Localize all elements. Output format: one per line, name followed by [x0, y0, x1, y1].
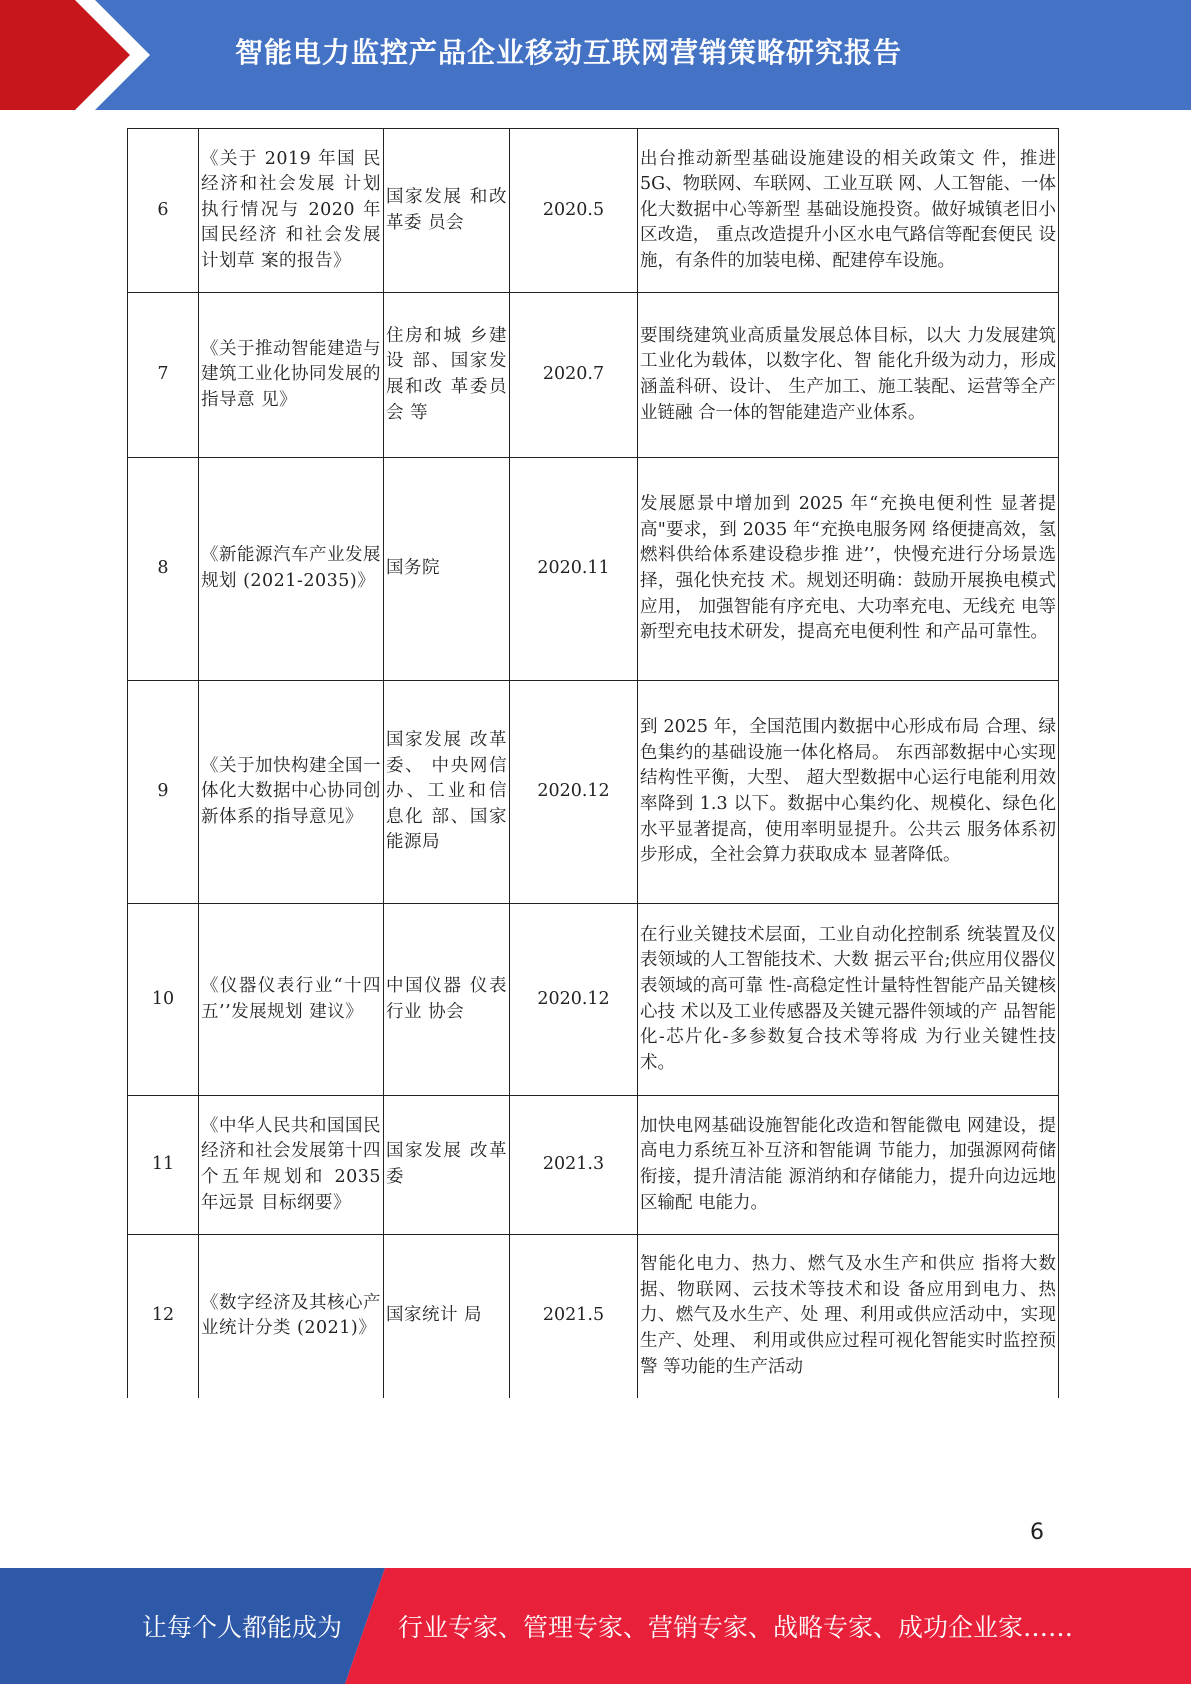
footer-banner: [0, 1568, 1191, 1684]
chevron-logo-icon: [0, 0, 160, 110]
policy-description: 发展愿景中增加到 2025 年“充换电便利性 显著提高"要求，到 2035 年“充换电服务网 络便捷高效，氢燃料供给体系建设稳步推 进’’，快慢充进行分场景选择，强化快充技 术。规划还明确：鼓励开展换电模式应用， 加强智能有序充电、大功率充电、无线充 电等新型充电技术研发，提高充电便利性 和产品可靠性。: [638, 458, 1059, 681]
policy-title: 《关于推动智能建造与建筑工业化协同发展的指导意 见》: [199, 293, 384, 458]
issuing-department: 国家统计 局: [384, 1235, 510, 1398]
policy-title: 《关于 2019 年国 民经济和社会发展 计划执行情况与 2020 年国民经济 和社会发展计划草 案的报告》: [199, 129, 384, 293]
issue-date: 2021.3: [510, 1096, 638, 1235]
header-banner: [0, 0, 1191, 110]
issuing-department: 中国仪器 仪表行业 协会: [384, 904, 510, 1096]
policy-description: 出台推动新型基础设施建设的相关政策文 件，推进 5G、物联网、车联网、工业互联 网、人工智能、一体化大数据中心等新型 基础设施投资。做好城镇老旧小区改造， 重点改造提升小区水电气路信等配套便民 设施，有条件的加装电梯、配建停车设施。: [638, 129, 1059, 293]
policy-description: 到 2025 年，全国范围内数据中心形成布局 合理、绿色集约的基础设施一体化格局。 东西部数据中心实现结构性平衡，大型、 超大型数据中心运行电能利用效率降到 1.3 以下。数据中心集约化、规模化、绿色化 水平显著提高，使用率明显提升。公共云 服务体系初步形成，全社会算力获取成本 显著降低。: [638, 681, 1059, 904]
table-row: [128, 1096, 1059, 1235]
table-row: [128, 1235, 1059, 1398]
policy-description: 加快电网基础设施智能化改造和智能微电 网建设，提高电力系统互补互济和智能调 节能力，加强源网荷储衔接，提升清洁能 源消纳和存储能力，提升向边远地区输配 电能力。: [638, 1096, 1059, 1235]
row-number: 7: [128, 293, 199, 458]
issue-date: 2021.5: [510, 1235, 638, 1398]
row-number: 11: [128, 1096, 199, 1235]
issue-date: 2020.5: [510, 129, 638, 293]
issuing-department: 国家发展 和改革委 员会: [384, 129, 510, 293]
policy-table: [127, 128, 1059, 1398]
policy-title: 《中华人民共和国国民经济和社会发展第十四个五年规划和 2035 年远景 目标纲要》: [199, 1096, 384, 1235]
policy-title: 《仪器仪表行业“十四五’’发展规划 建议》: [199, 904, 384, 1096]
report-title: 智能电力监控产品企业移动互联网营销策略研究报告: [235, 36, 903, 69]
policy-description: 要围绕建筑业高质量发展总体目标，以大 力发展建筑工业化为载体，以数字化、智 能化升级为动力，形成涵盖科研、设计、 生产加工、施工装配、运营等全产业链融 合一体的智能建造产业体系。: [638, 293, 1059, 458]
table-row: [128, 293, 1059, 458]
issue-date: 2020.12: [510, 904, 638, 1096]
table-row: [128, 681, 1059, 904]
policy-description: 在行业关键技术层面，工业自动化控制系 统装置及仪表领域的人工智能技术、大数 据云平台;供应用仪器仪表领域的高可靠 性-高稳定性计量特性智能产品关键核心技 术以及工业传感器及关键元器件领域的产 品智能化-芯片化-多参数复合技术等将成 为行业关键性技术。: [638, 904, 1059, 1096]
issuing-department: 国家发展 改革委、 中央网信 办、工业和信息化 部、国家 能源局: [384, 681, 510, 904]
policy-title: 《关于加快构建全国一体化大数据中心协同创新体系的指导意见》: [199, 681, 384, 904]
issuing-department: 国家发展 改革委: [384, 1096, 510, 1235]
row-number: 10: [128, 904, 199, 1096]
row-number: 9: [128, 681, 199, 904]
issue-date: 2020.12: [510, 681, 638, 904]
policy-description: 智能化电力、热力、燃气及水生产和供应 指将大数据、物联网、云技术等技术和设 备应用到电力、热力、燃气及水生产、处 理、利用或供应活动中，实现生产、处理、 利用或供应过程可视化智能实时监控预警 等功能的生产活动: [638, 1235, 1059, 1398]
page-number: 6: [1030, 1520, 1044, 1545]
row-number: 6: [128, 129, 199, 293]
footer-slogan-right: 行业专家、管理专家、营销专家、战略专家、成功企业家……: [398, 1613, 1074, 1642]
row-number: 12: [128, 1235, 199, 1398]
table-row: [128, 129, 1059, 293]
table-row: [128, 458, 1059, 681]
footer-slogan-left: 让每个人都能成为: [142, 1613, 343, 1642]
issue-date: 2020.11: [510, 458, 638, 681]
issuing-department: 住房和城 乡建设 部、国家发展和改 革委员会 等: [384, 293, 510, 458]
issue-date: 2020.7: [510, 293, 638, 458]
table-row: [128, 904, 1059, 1096]
row-number: 8: [128, 458, 199, 681]
policy-title: 《新能源汽车产业发展规划 (2021-2035)》: [199, 458, 384, 681]
issuing-department: 国务院: [384, 458, 510, 681]
policy-title: 《数字经济及其核心产业统计分类 (2021)》: [199, 1235, 384, 1398]
